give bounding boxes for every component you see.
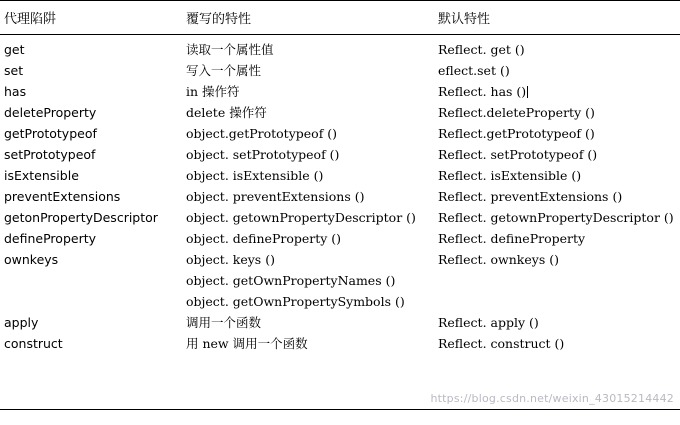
cell-default-text: Reflect. has () xyxy=(438,84,527,99)
table-row xyxy=(0,82,680,103)
cell-trap xyxy=(0,271,182,292)
cell-trap: getonPropertyDescriptor xyxy=(4,210,158,225)
cell-overwritten: object. isExtensible () xyxy=(186,168,324,183)
table-row xyxy=(0,271,680,292)
cell-default: Reflect. preventExtensions () xyxy=(438,189,623,204)
table-row xyxy=(0,292,680,313)
column-header-overwritten: 覆写的特性 xyxy=(182,1,434,35)
table-header-row xyxy=(0,1,680,35)
cell-overwritten: object.getPrototypeof () xyxy=(186,126,338,141)
cell-trap: getPrototypeof xyxy=(4,126,97,141)
cell-overwritten: delete 操作符 xyxy=(186,105,267,120)
table-row xyxy=(0,187,680,208)
cell-overwritten: object. getownPropertyDescriptor () xyxy=(186,210,416,225)
cell-trap: defineProperty xyxy=(4,231,97,246)
cell-default: Reflect. apply () xyxy=(438,315,539,330)
cell-overwritten: 用 new 调用一个函数 xyxy=(186,336,308,351)
cell-default: Reflect. setPrototypeof () xyxy=(438,147,598,162)
cell-default xyxy=(434,271,680,292)
cell-overwritten: object. getOwnPropertyNames () xyxy=(186,273,396,288)
cell-default: Reflect. ownkeys () xyxy=(438,252,559,267)
cell-overwritten: object. keys () xyxy=(186,252,275,267)
cell-default: Reflect. get () xyxy=(438,42,525,57)
text-caret xyxy=(527,86,528,98)
table-header xyxy=(0,1,680,35)
cell-trap: get xyxy=(4,42,25,57)
table-row xyxy=(0,229,680,250)
watermark-text: https://blog.csdn.net/weixin_43015214442 xyxy=(430,392,674,405)
column-header-trap: 代理陷阱 xyxy=(0,1,182,35)
cell-default: Reflect. construct () xyxy=(438,336,565,351)
table-row xyxy=(0,313,680,334)
cell-default xyxy=(434,82,680,103)
cell-default: Reflect. isExtensible () xyxy=(438,168,582,183)
cell-default: Reflect. defineProperty xyxy=(438,231,586,246)
cell-overwritten: 调用一个函数 xyxy=(186,315,262,330)
cell-overwritten: in 操作符 xyxy=(186,84,240,99)
table-row xyxy=(0,124,680,145)
cell-overwritten: object. setPrototypeof () xyxy=(186,147,340,162)
cell-trap: deleteProperty xyxy=(4,105,97,120)
cell-default: Reflect.deleteProperty () xyxy=(438,105,595,120)
table-row xyxy=(0,208,680,229)
cell-trap xyxy=(0,292,182,313)
cell-default xyxy=(434,292,680,313)
cell-trap: setPrototypeof xyxy=(4,147,96,162)
cell-trap: construct xyxy=(4,336,63,351)
cell-default: Reflect. getownPropertyDescriptor () xyxy=(438,210,674,225)
table-bottom-rule xyxy=(0,409,680,410)
table-row xyxy=(0,61,680,82)
cell-overwritten: 读取一个属性值 xyxy=(186,42,274,57)
column-header-default: 默认特性 xyxy=(434,1,680,35)
cell-default: eflect.set () xyxy=(438,63,510,78)
cell-overwritten: object. preventExtensions () xyxy=(186,189,365,204)
table-row xyxy=(0,166,680,187)
table-body xyxy=(0,35,680,355)
cell-trap: preventExtensions xyxy=(4,189,121,204)
table-row xyxy=(0,103,680,124)
table-row xyxy=(0,145,680,166)
cell-overwritten: object. getOwnPropertySymbols () xyxy=(186,294,405,309)
table-row xyxy=(0,334,680,355)
cell-trap: ownkeys xyxy=(4,252,59,267)
cell-trap: has xyxy=(4,84,27,99)
cell-overwritten: object. defineProperty () xyxy=(186,231,342,246)
cell-default: Reflect.getPrototypeof () xyxy=(438,126,595,141)
cell-trap: apply xyxy=(4,315,39,330)
table-row xyxy=(0,250,680,271)
cell-trap: set xyxy=(4,63,24,78)
table-row xyxy=(0,35,680,61)
cell-trap: isExtensible xyxy=(4,168,79,183)
cell-overwritten: 写入一个属性 xyxy=(186,63,262,78)
